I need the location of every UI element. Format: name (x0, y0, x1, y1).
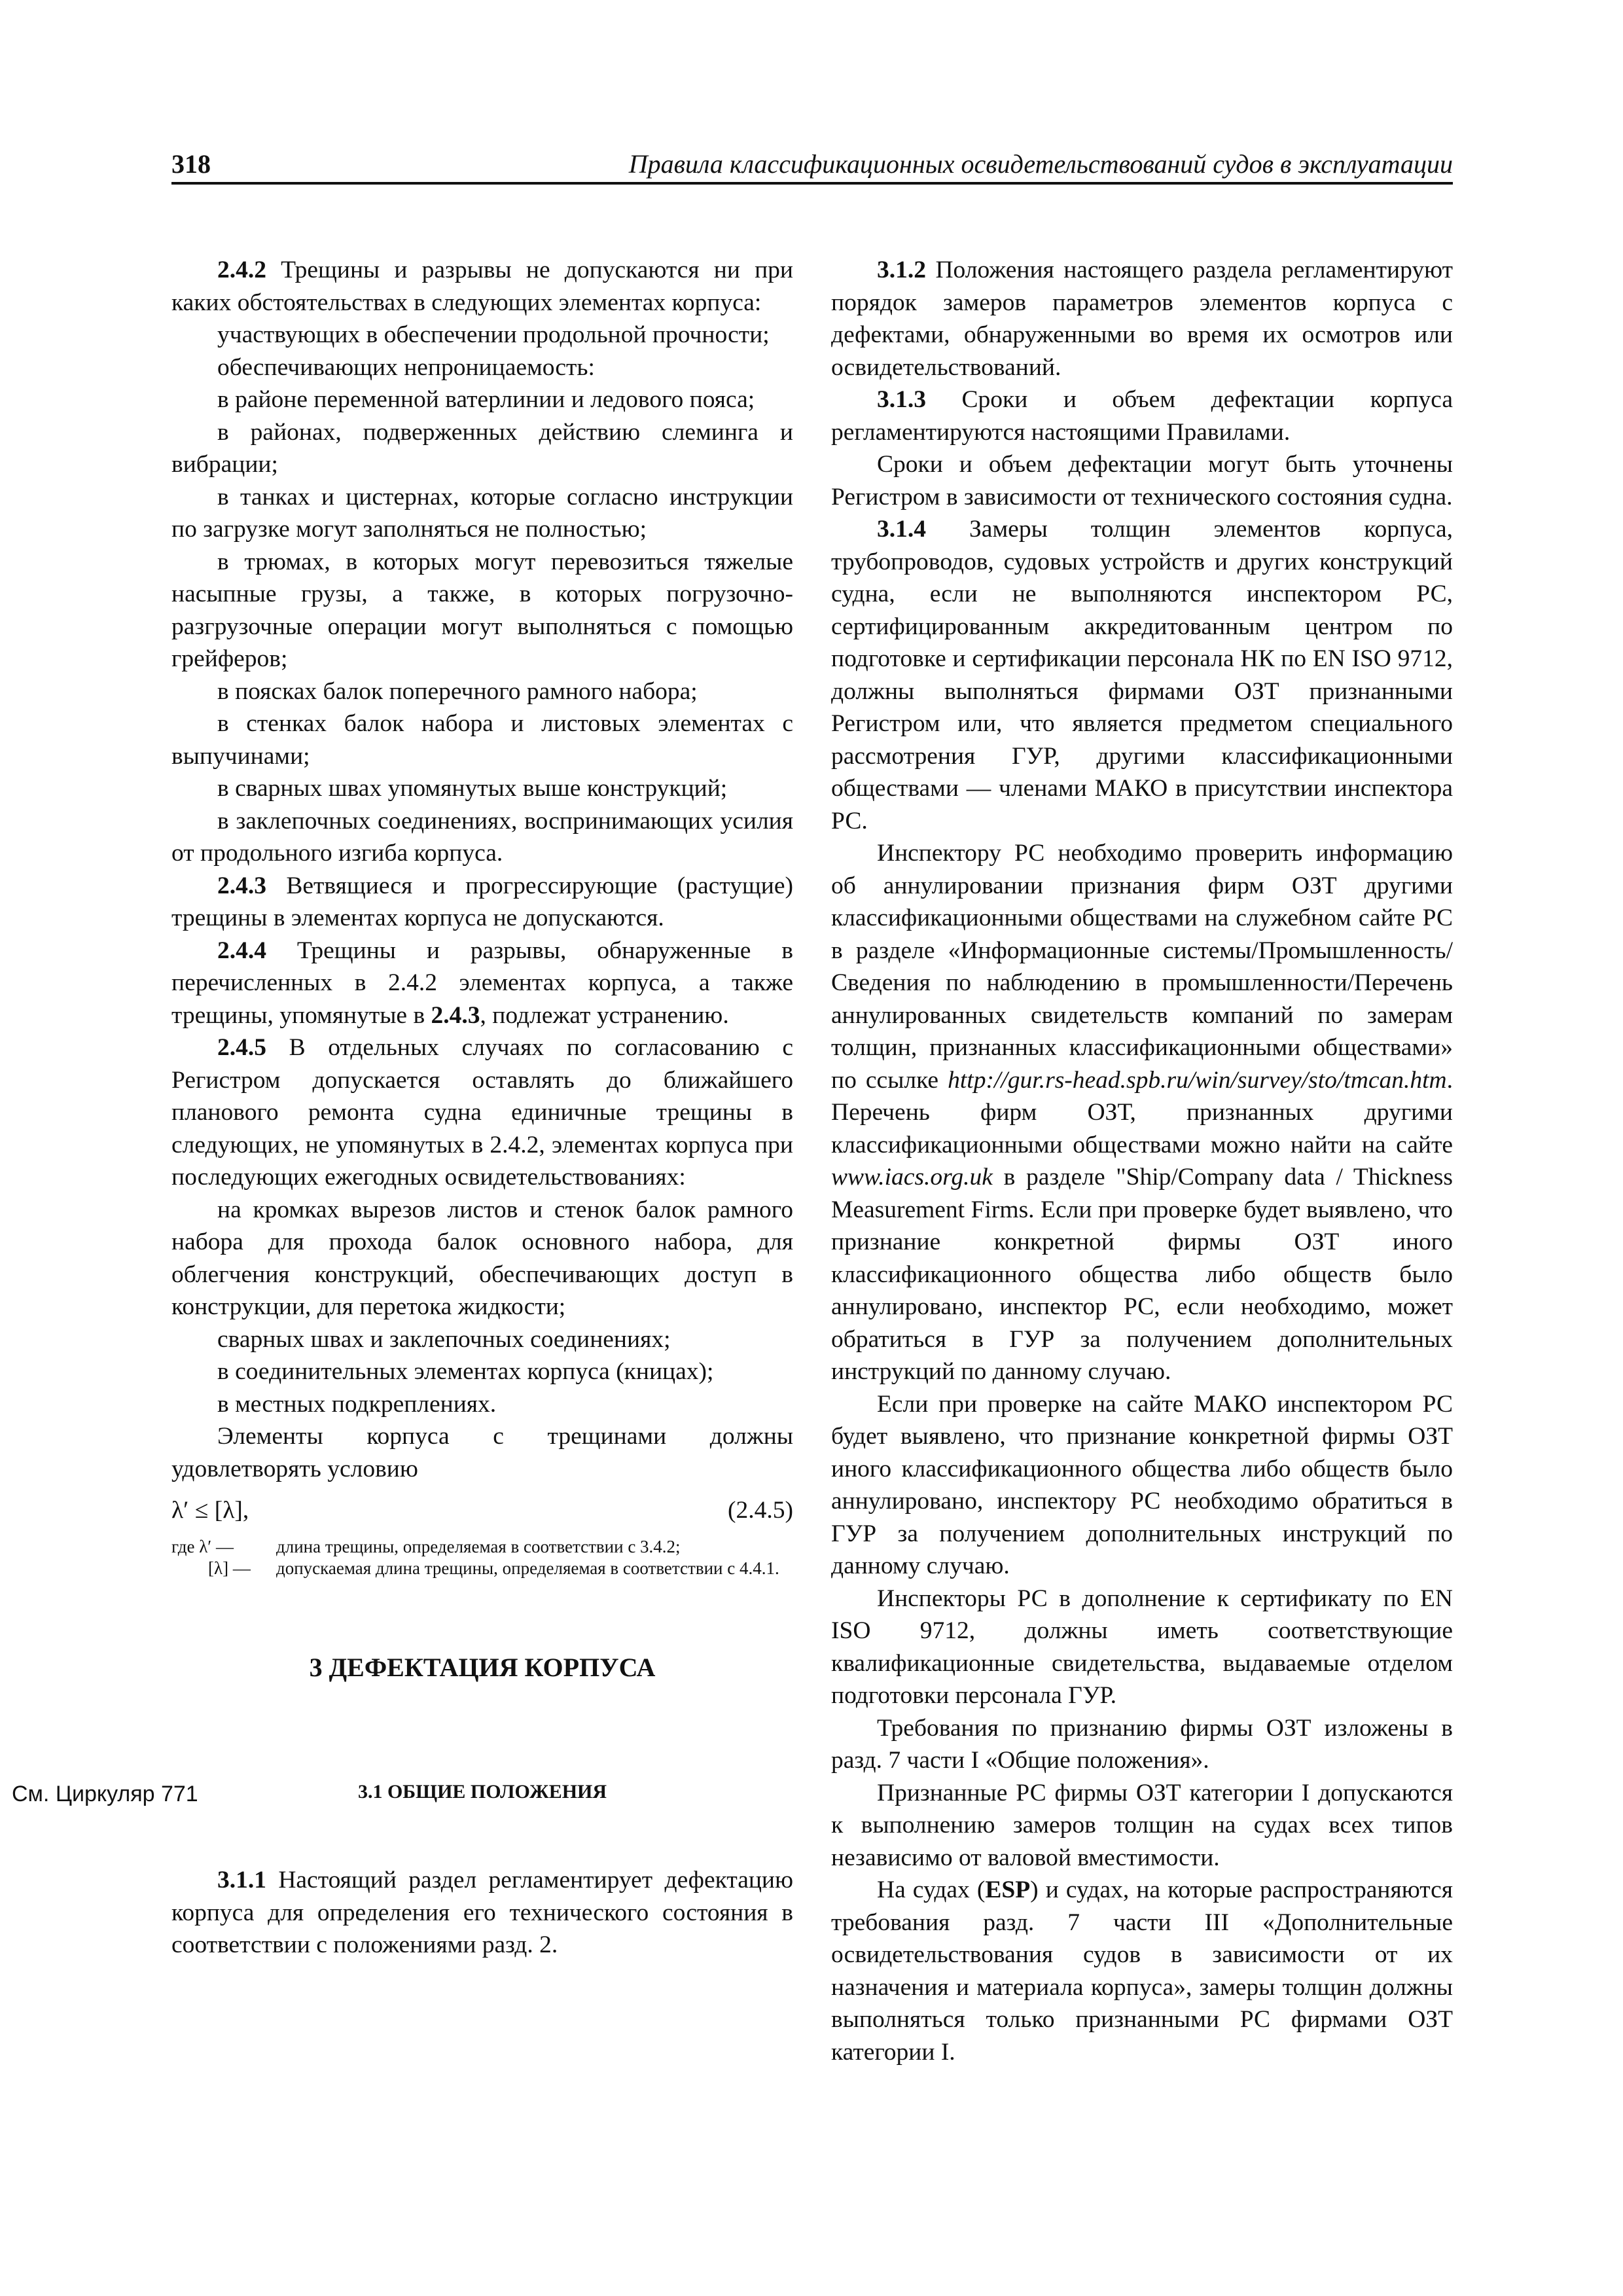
iacs-link[interactable]: www.iacs.org.uk (831, 1164, 993, 1191)
list-item: в сварных швах упомянутых выше конструкций; (217, 775, 728, 802)
list-item: в поясках балок поперечного рамного набора; (217, 677, 698, 705)
paragraph-2-4-4 (171, 935, 793, 1032)
legend-row (171, 1558, 793, 1579)
paragraph-3-1-3 (831, 384, 1453, 448)
list-item: в заклепочных соединениях, воспринимающих усилия от продольного изгиба корпуса. (171, 807, 793, 867)
paragraph-certificate: Инспекторы РС в дополнение к сертификату по EN ISO 9712, должны иметь соответствующие квалификационные свидетельства, выдаваемые отделом подготовки персонала ГУР. (831, 1585, 1453, 1709)
paragraph-text: Ветвящиеся и прогрессирующие (растущие) трещины в элементах корпуса не допускаются. (171, 872, 793, 931)
formula-expression: λ′ ≤ [λ], (171, 1497, 249, 1524)
paragraph-inspector (831, 837, 1453, 1388)
page-number: 318 (171, 149, 211, 179)
paragraph-text: Замеры толщин элементов корпуса, трубопроводов, судовых устройств и других конструкций судна, если не выполняются инспектором РС, сертифицированным аккредитованным центром по подготовке и сертификации персонала НК по EN ISO 9712, должны выполняться фирмами ОЗТ признанными Регистром или, что является предметом специального рассмотрения ГУР, другими классификационными обществами — членами МАКО в присутствии инспектора РС. (831, 516, 1453, 834)
paragraph-terms: Сроки и объем дефектации могут быть уточнены Регистром в зависимости от технического состояния судна. (831, 451, 1453, 511)
formula-number: (2.4.5) (728, 1497, 793, 1524)
paragraph-text: в разделе "Ship/Company data / Thickness Measurement Firms. Если при проверке будет выявлено, что признание конкретной фирмы ОЗТ иного классификационного общества либо обществ было аннулировано, инспектор РС, если необходимо, может обратиться в ГУР за получением дополнительных инструкций по данному случаю. (831, 1164, 1453, 1385)
list-item: на кромках вырезов листов и стенок балок рамного набора для прохода балок основного набора, для облегчения конструкций, обеспечивающих доступ в конструкции, для перетока жидкости; (171, 1196, 793, 1320)
right-column (831, 254, 1453, 2068)
list-item: участвующих в обеспечении продольной прочности; (217, 321, 770, 348)
paragraph-3-1-4 (831, 513, 1453, 837)
paragraph-2-4-5 (171, 1031, 793, 1194)
clause-number: 3.1.1 (217, 1867, 266, 1893)
left-column (171, 254, 793, 1962)
list-item: в районе переменной ватерлинии и ледового пояса; (217, 386, 755, 413)
paragraph-text: Настоящий раздел регламентирует дефектацию корпуса для определения его технического состояния в соответствии с положениями разд. 2. (171, 1867, 793, 1958)
legend-text: длина трещины, определяемая в соответствии с 3.4.2; (276, 1537, 681, 1556)
paragraph-2-4-2 (171, 254, 793, 319)
condition-paragraph: Элементы корпуса с трещинами должны удовлетворять условию (171, 1423, 793, 1482)
clause-number: 3.1.3 (877, 386, 926, 413)
formula (171, 1494, 793, 1527)
subsection-title: 3.1 ОБЩИЕ ПОЛОЖЕНИЯ (357, 1780, 607, 1803)
clause-reference: 2.4.3 (431, 1001, 480, 1029)
paragraph-text: Трещины и разрывы, обнаруженные в перечисленных в 2.4.2 элементах корпуса, а также трещины, упомянутые в (171, 937, 793, 1029)
legend-row (171, 1536, 793, 1558)
running-title: Правила классификационных освидетельствований судов в эксплуатации (628, 149, 1453, 179)
paragraph-requirements: Требования по признанию фирмы ОЗТ изложены в разд. 7 части I «Общие положения». (831, 1714, 1453, 1774)
rs-link[interactable]: http://gur.rs-head.spb.ru/win/survey/sto/tmcan.htm (948, 1066, 1447, 1094)
paragraph-text: Положения настоящего раздела регламентируют порядок замеров параметров элементов корпуса с дефектами, обнаруженными во время их осмотров или освидетельствований. (831, 257, 1453, 381)
formula-legend (171, 1536, 793, 1579)
paragraph-text: Трещины и разрывы не допускаются ни при каких обстоятельствах в следующих элементах корпуса: (171, 257, 793, 316)
paragraph-text: В отдельных случаях по согласованию с Регистром допускается оставлять до ближайшего планового ремонта судна единичные трещины в следующих, не упомянутых в 2.4.2, элементах корпуса при последующих ежегодных освидетельствованиях: (171, 1034, 793, 1191)
paragraph-text: ) и судах, на которые распространяются требования разд. 7 части III «Дополнительные освидетельствования судов в зависимости от их назначения и материала корпуса», замеры толщин должны выполняться только признанными РС фирмами ОЗТ категории I. (831, 1876, 1453, 2066)
clause-number: 3.1.4 (877, 516, 926, 543)
list-item: сварных швах и заклепочных соединениях; (217, 1325, 671, 1353)
clause-number: 3.1.2 (877, 257, 926, 283)
paragraph-category: Признанные РС фирмы ОЗТ категории I допускаются к выполнению замеров толщин на судах всех типов независимо от валовой вместимости. (831, 1779, 1453, 1871)
paragraph-3-1-2 (831, 254, 1453, 384)
list-item: в стенках балок набора и листовых элементах с выпучинами; (171, 710, 793, 770)
legend-symbol: где λ′ — (171, 1537, 234, 1556)
paragraph-text: , подлежат устранению. (480, 1001, 729, 1029)
clause-number: 2.4.5 (217, 1034, 266, 1061)
paragraph-text: . Перечень фирм ОЗТ, признанных другими классификационными обществами можно найти на сайте (831, 1066, 1453, 1158)
page-header (171, 145, 1453, 185)
paragraph-2-4-3 (171, 870, 793, 935)
list-item: в трюмах, в которых могут перевозиться тяжелые насыпные грузы, а также, в которых погрузочно-разгрузочные операции могут выполняться с помощью грейферов; (171, 548, 793, 672)
clause-number: 2.4.3 (217, 872, 266, 899)
paragraph-esp (831, 1874, 1453, 2068)
margin-note: См. Циркуляр 771 (12, 1782, 198, 1806)
paragraph-text: Инспектору РС необходимо проверить информацию об аннулировании признания фирм ОЗТ другими классификационными обществами на служебном сайте РС в разделе «Информационные системы/Промышленность/Сведения по наблюдению в промышленности/Перечень аннулированных свидетельств компаний по замерам толщин, признанных классификационными обществами» по ссылке (831, 840, 1453, 1094)
section-title: 3 ДЕФЕКТАЦИЯ КОРПУСА (309, 1653, 656, 1682)
list-item: в районах, подверженных действию слеминга и вибрации; (171, 418, 793, 478)
list-item: в танках и цистернах, которые согласно инструкции по загрузке могут заполняться не полностью; (171, 483, 793, 543)
esp-label: ESP (985, 1876, 1031, 1903)
clause-number: 2.4.2 (217, 257, 266, 283)
list-item: в соединительных элементах корпуса (кницах); (217, 1358, 714, 1385)
paragraph-3-1-1 (171, 1864, 793, 1962)
paragraph-iacs-check: Если при проверке на сайте МАКО инспектором РС будет выявлено, что признание конкретной фирмы ОЗТ иного классификационного общества либо обществ было аннулировано, инспектору РС необходимо обратиться в ГУР за получением дополнительных инструкций по данному случаю. (831, 1390, 1453, 1579)
paragraph-text: Сроки и объем дефектации корпуса регламентируются настоящими Правилами. (831, 386, 1453, 446)
clause-number: 2.4.4 (217, 937, 266, 964)
legend-symbol: [λ] — (208, 1558, 251, 1578)
list-item: обеспечивающих непроницаемость: (217, 353, 595, 381)
legend-text: допускаемая длина трещины, определяемая в соответствии с 4.4.1. (276, 1558, 779, 1578)
list-item: в местных подкреплениях. (217, 1390, 497, 1418)
paragraph-text: На судах ( (877, 1876, 986, 1903)
